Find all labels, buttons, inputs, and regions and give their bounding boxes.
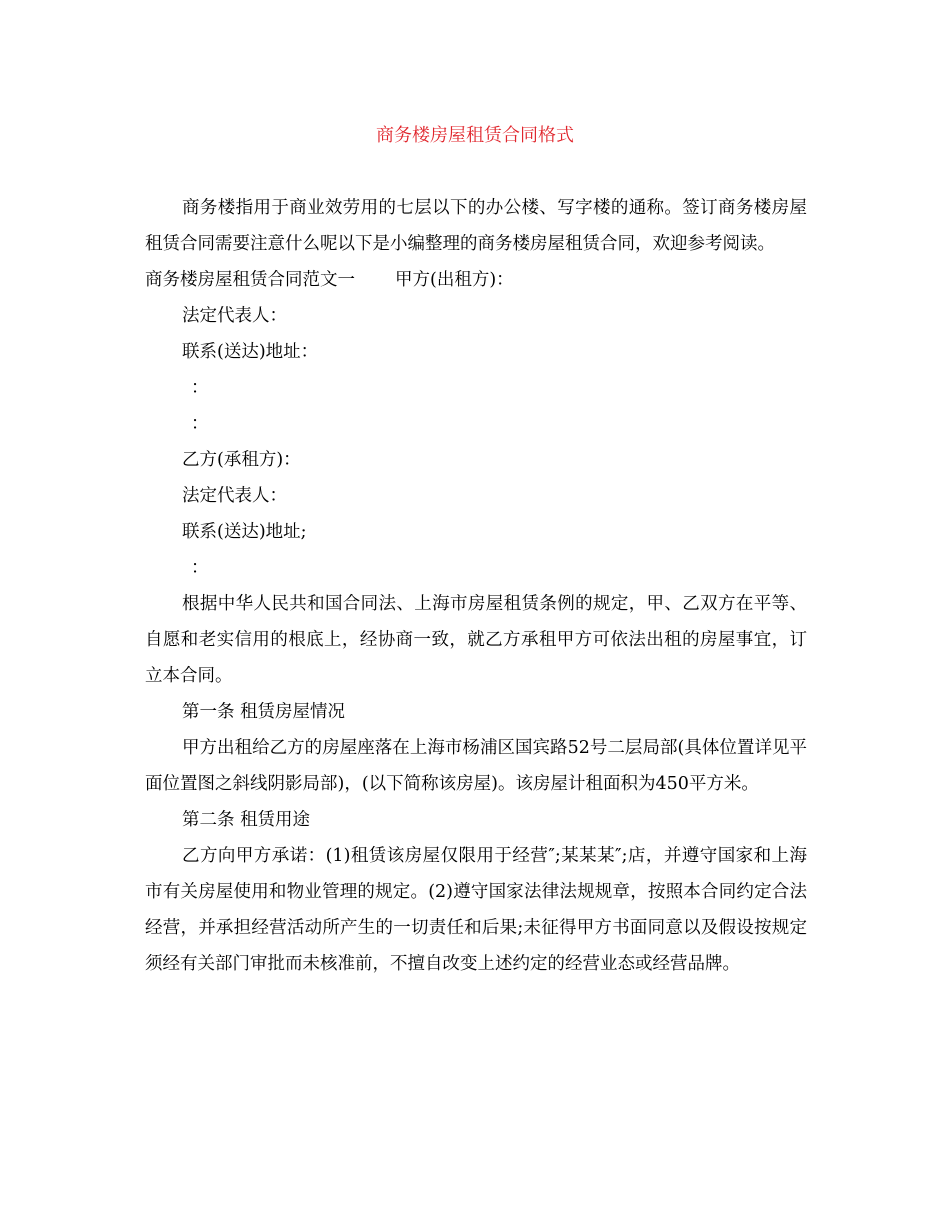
party-b-label: 乙方(承租方)：: [182, 450, 301, 470]
article-1-text: 甲方出租给乙方的房屋座落在上海市杨浦区国宾路52号二层局部(具体位置详见平面位置图之斜线阴影局部)，(以下简称该房屋)。该房屋计租面积为450平方米。: [145, 738, 807, 794]
party-a-blank-1: ：: [191, 378, 209, 398]
article-1-title: 第一条 租赁房屋情况: [182, 702, 346, 722]
party-a-representative: 法定代表人：: [182, 306, 287, 326]
party-a-label: 甲方(出租方)：: [395, 270, 514, 290]
document-body: [145, 190, 807, 982]
intro-paragraph: 商务楼指用于商业效劳用的七层以下的办公楼、写字楼的通称。签订商务楼房屋租赁合同需要注意什么呢以下是小编整理的商务楼房屋租赁合同，欢迎参考阅读。: [145, 198, 807, 254]
document-title: 商务楼房屋租赁合同格式: [376, 125, 574, 146]
party-b-address: 联系(送达)地址;: [182, 522, 307, 542]
preamble-paragraph: 根据中华人民共和国合同法、上海市房屋租赁条例的规定，甲、乙双方在平等、自愿和老实信用的根底上，经协商一致，就乙方承租甲方可依法出租的房屋事宜，订立本合同。: [145, 594, 807, 686]
party-b-representative: 法定代表人：: [182, 486, 287, 506]
sample-heading-line: [145, 262, 807, 298]
party-a-address: 联系(送达)地址：: [182, 342, 319, 362]
sample-heading: 商务楼房屋租赁合同范文一: [145, 270, 355, 290]
party-a-blank-2: ：: [191, 414, 209, 434]
article-2-text: 乙方向甲方承诺：(1)租赁该房屋仅限用于经营″;某某某″;店，并遵守国家和上海市有关房屋使用和物业管理的规定。(2)遵守国家法律法规规章，按照本合同约定合法经营，并承担经营活动所产生的一切责任和后果;未征得甲方书面同意以及假设按规定须经有关部门审批而未核准前，不擅自改变上述约定的经营业态或经营品牌。: [145, 846, 807, 974]
article-2-title: 第二条 租赁用途: [182, 810, 311, 830]
party-b-blank-1: ：: [191, 558, 209, 578]
